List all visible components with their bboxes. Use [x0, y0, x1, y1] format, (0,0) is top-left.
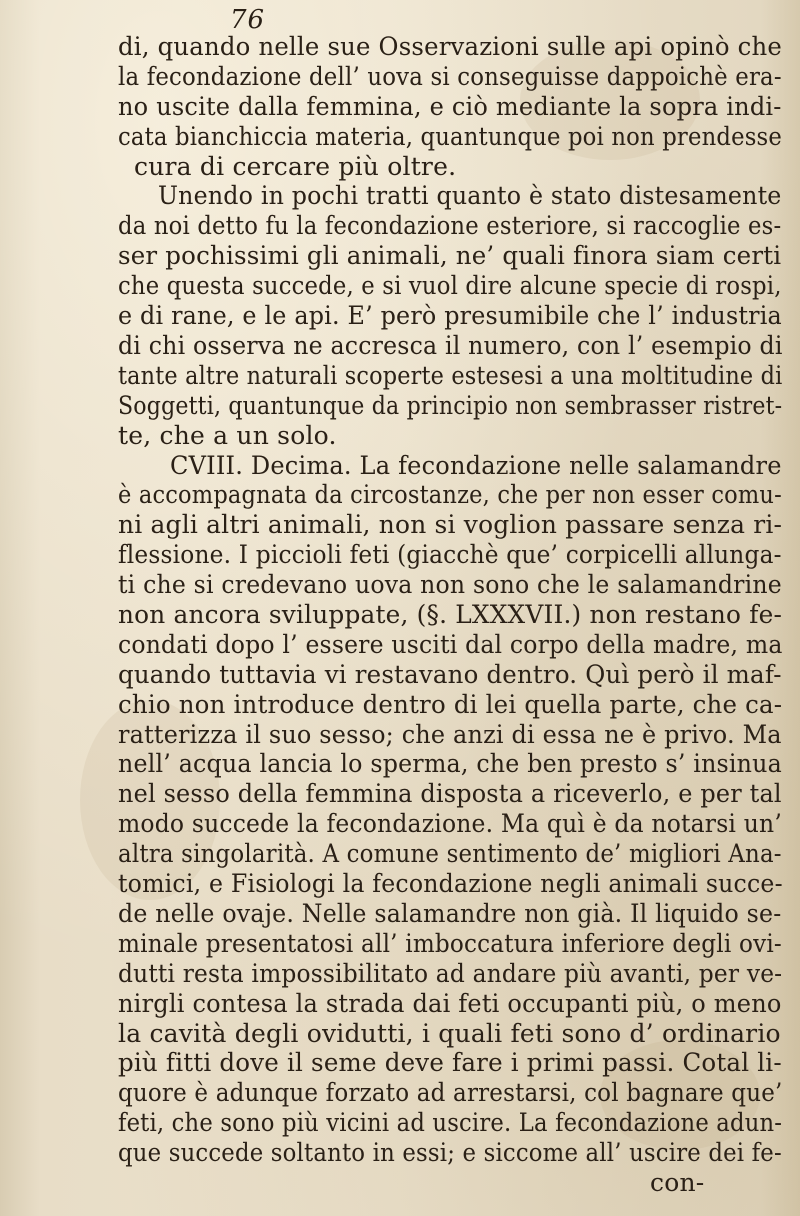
catchword: con-: [650, 1168, 705, 1197]
text-line: tante altre naturali scoperte estesesi a una moltitudine di: [118, 361, 783, 390]
text-line: flessione. I piccioli feti (giacchè que’ corpicelli allunga-: [118, 540, 782, 569]
text-line: no uscite dalla femmina, e ciò mediante la sopra indi-: [118, 92, 782, 121]
text-line: Soggetti, quantunque da principio non sembrasser ristret-: [118, 391, 783, 420]
text-line: più fitti dove il seme deve fare i primi passi. Cotal li-: [118, 1048, 782, 1077]
text-line: quore è adunque forzato ad arrestarsi, col bagnare que’: [118, 1078, 783, 1107]
text-line: nirgli contesa la strada dai feti occupanti più, o meno: [118, 989, 782, 1018]
text-line: nell’ acqua lancia lo sperma, che ben presto s’ insinua: [118, 749, 782, 778]
text-line: que succede soltanto in essi; e siccome all’ uscire dei fe-: [118, 1138, 782, 1167]
text-line: dutti resta impossibilitato ad andare più avanti, per ve-: [118, 959, 783, 988]
text-line: da noi detto fu la fecondazione esteriore, si raccoglie es-: [118, 211, 782, 240]
text-line: chio non introduce dentro di lei quella parte, che ca-: [118, 690, 783, 719]
text-line: de nelle ovaje. Nelle salamandre non già. Il liquido se-: [118, 899, 782, 928]
text-line: non ancora sviluppate, (§. LXXXVII.) non restano fe-: [118, 600, 783, 629]
text-line: ti che si credevano uova non sono che le salamandrine: [118, 570, 782, 599]
section-heading-line: CVIII. Decima. La fecondazione nelle salamandre: [170, 451, 782, 480]
text-line: condati dopo l’ essere usciti dal corpo della madre, ma: [118, 630, 783, 659]
text-line: è accompagnata da circostanze, che per non esser comu-: [118, 480, 782, 509]
page-number: 76: [230, 5, 266, 35]
text-line: te, che a un solo.: [118, 421, 337, 450]
text-line: che questa succede, e si vuol dire alcune specie di rospi,: [118, 271, 782, 300]
text-line: cura di cercare più oltre.: [134, 152, 457, 181]
text-line: nel sesso della femmina disposta a riceverlo, e per tal: [118, 779, 782, 808]
text-line: ser pochissimi gli animali, ne’ quali finora siam certi: [118, 241, 782, 270]
text-line: cata bianchiccia materia, quantunque poi non prendesse: [118, 122, 782, 151]
text-line: feti, che sono più vicini ad uscire. La fecondazione adun-: [118, 1108, 783, 1137]
text-line: di chi osserva ne accresca il numero, con l’ esempio di: [118, 331, 783, 360]
text-line: ni agli altri animali, non si voglion passare senza ri-: [118, 510, 783, 539]
text-line: altra singolarità. A comune sentimento de’ migliori Ana-: [118, 839, 782, 868]
text-line: e di rane, e le api. E’ però presumibile che l’ industria: [118, 301, 782, 330]
text-line: quando tuttavia vi restavano dentro. Quì però il maf-: [118, 660, 782, 689]
text-line: la fecondazione dell’ uova si conseguisse dappoichè era-: [118, 62, 782, 91]
text-line: tomici, e Fisiologi la fecondazione negli animali succe-: [118, 869, 783, 898]
text-line: la cavità degli ovidutti, i quali feti sono d’ ordinario: [118, 1019, 781, 1048]
text-line: minale presentatosi all’ imboccatura inferiore degli ovi-: [118, 929, 782, 958]
text-line: ratterizza il suo sesso; che anzi di essa ne è privo. Ma: [118, 720, 782, 749]
text-line: Unendo in pochi tratti quanto è stato distesamente: [158, 181, 782, 210]
text-line: di, quando nelle sue Osservazioni sulle api opinò che: [118, 32, 782, 61]
text-line: modo succede la fecondazione. Ma quì è da notarsi un’: [118, 809, 782, 838]
